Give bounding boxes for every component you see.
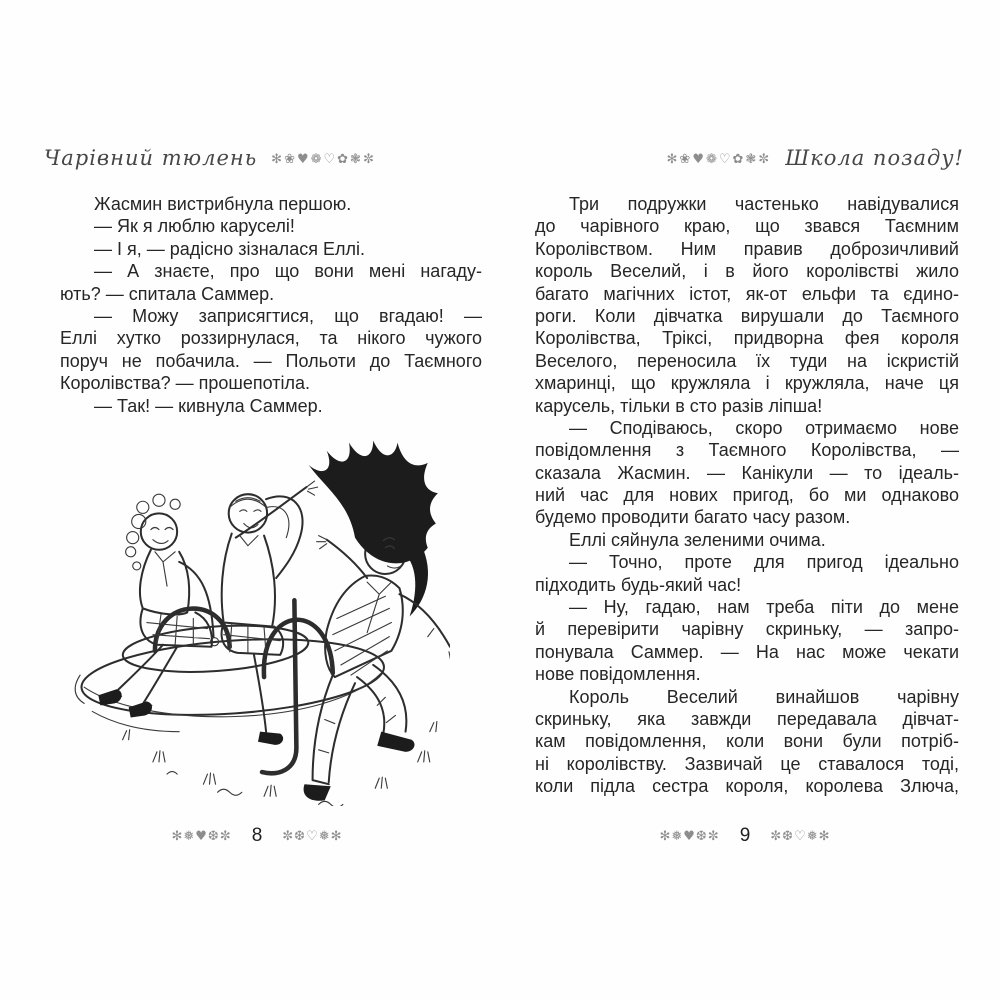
text-line: хмаринці, що кружляла і кружляла, наче ця: [535, 373, 959, 394]
header-ornament-icon: ✻❀♥❁♡✿❃✼: [666, 152, 772, 167]
page-number-left: 8: [251, 825, 263, 846]
header-ornament-icon: ✻❀♥❁♡✿❃✼: [271, 152, 376, 167]
text-line: ний час для нових пригод, бо ми однаково: [535, 485, 959, 506]
text-line: сказала Жасмин. — Канікули — то ідеаль-: [535, 462, 959, 483]
text-line: Еллі хутко роззирнулася, та нікого чужого: [60, 328, 482, 349]
text-line: поруч не побачила. — Польоти до Таємного: [60, 350, 482, 371]
running-head-right: [667, 146, 964, 170]
text-line: король Веселий, і в його королівстві жило: [535, 261, 959, 282]
girl-curly-hair: [98, 494, 218, 717]
text-line: карусель, тільки в сто разів ліпша!: [535, 395, 823, 416]
text-line: роги. Коли дівчатка вирушали до Таємного: [535, 305, 959, 326]
footer-ornament-icon: ✼❆♡❅✻: [282, 828, 343, 844]
text-line: понувала Саммер. — На нас може чекати: [535, 641, 959, 662]
footer-ornament-icon: ✻❅♥❆✼: [659, 828, 720, 844]
text-line: коли підла сестра короля, королева Злюча,: [535, 776, 959, 797]
text-line: Королівства? — прошепотіла.: [60, 373, 310, 394]
page-footer-left: [107, 822, 407, 850]
text-line: багато магічних істот, як-от ельфи та єдино-: [535, 283, 959, 304]
text-line: — Точно, проте для пригод ідеально: [569, 552, 959, 573]
text-line: — Так! — кивнула Саммер.: [94, 395, 323, 416]
right-page-text: [535, 193, 959, 798]
text-line: скриньку, яка завжди передавала дівчат-: [535, 708, 959, 729]
text-line: Король Веселий винайшов чарівну: [569, 686, 959, 707]
text-line: Жасмин вистрибнула першою.: [94, 194, 352, 214]
text-line: Еллі сяйнула зеленими очима.: [569, 529, 826, 550]
text-line: будемо проводити багато часу разом.: [535, 507, 851, 528]
text-line: ні королівству. Зазвичай це ставалося тоді,: [535, 753, 959, 774]
text-line: й перевірити чарівну скриньку, — запро-: [535, 619, 959, 640]
left-page-text: [60, 193, 482, 417]
running-head-left-title: Чарівний тюлень: [44, 146, 258, 170]
text-line: Королівства, Тріксі, придворна фея короля: [535, 328, 959, 349]
text-line: — Як я люблю каруселі!: [94, 216, 295, 237]
footer-ornament-icon: ✼❆♡❅✻: [770, 828, 831, 844]
text-line: повідомлення з Таємного Королівства, —: [535, 440, 959, 461]
text-line: — А знаєте, про що вони мені нагаду-: [94, 261, 482, 282]
text-line: підходить будь-який час!: [535, 574, 742, 595]
carousel-illustration-svg: [66, 436, 450, 806]
text-line: — І я, — радісно зізналася Еллі.: [94, 238, 365, 259]
page-number-right: 9: [739, 825, 751, 846]
girl-dark-hair: [304, 441, 450, 801]
text-line: Веселого, переносила їх туди на іскристій: [535, 350, 959, 371]
text-line: кам повідомлення, коли вони були потріб-: [535, 731, 959, 752]
text-line: — Ну, гадаю, нам треба піти до мене: [569, 597, 959, 618]
text-line: — Можу заприсягтися, що вгадаю! —: [94, 305, 482, 326]
carousel-illustration: [66, 436, 450, 806]
text-line: ють? — спитала Саммер.: [60, 283, 275, 304]
running-head-right-title: Школа позаду!: [785, 146, 964, 170]
footer-ornament-icon: ✻❅♥❆✼: [171, 828, 232, 844]
text-line: Три подружки частенько навідувалися: [569, 194, 959, 214]
running-head-left: [44, 146, 376, 170]
text-line: нове повідомлення.: [535, 664, 701, 685]
text-line: — Сподіваюсь, скоро отримаємо нове: [569, 417, 959, 438]
page-footer-right: [595, 822, 895, 850]
text-line: до чарівного краю, що звався Таємним: [535, 216, 959, 237]
text-line: Королівством. Ним правив доброзичливий: [535, 238, 959, 259]
